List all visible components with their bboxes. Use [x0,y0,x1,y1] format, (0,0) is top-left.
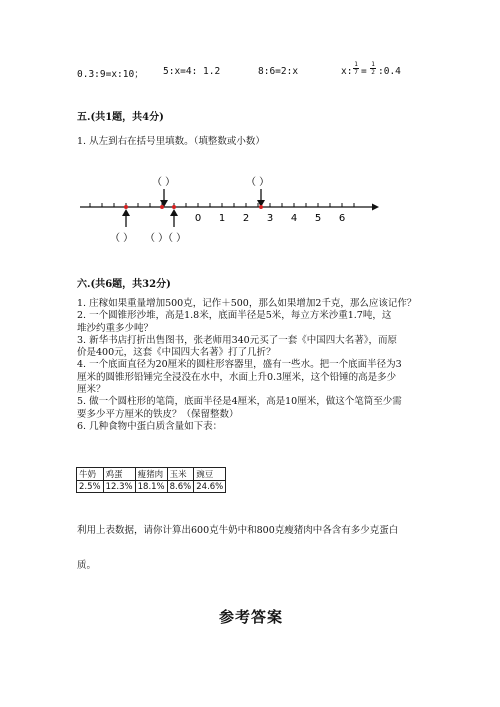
s6-q2-line2: 堆沙约重多少吨？ [77,322,154,334]
s6-q3-line1: 3. 新华书店打折出售图书，张老师用340元买了一套《中国四大名著》，而原 [77,334,397,346]
blank-top-2: （ ） [246,177,270,188]
marker-point [172,205,176,209]
tick-label: 3 [266,213,274,224]
blank-top-1: （ ） [152,177,176,188]
s6-q6-prompt-line1: 利用上表数据，请你计算出600克牛奶中和800克瘦猪肉中各含有多少克蛋白 [77,525,399,536]
section-5-title: 五.(共1题，共4分) [77,112,164,123]
s6-q4-line2: 厘米的圆锥形铅锤完全浸没在水中，水面上升0.3厘米，这个铅锤的高是多少 [77,371,397,383]
s6-q6-prompt-line2: 质。 [77,560,97,571]
s5-question-1: 1. 从左到右在括号里填数。（填整数或小数） [77,136,265,147]
s6-q5-line1: 5. 做一个圆柱形的笔筒，底面半径是4厘米，高是10厘米，做这个笔筒至少需 [77,396,402,408]
tick-label: 5 [314,213,322,224]
table-header-row [77,468,226,481]
number-line-figure [70,170,390,245]
blank-bottom-3: （ ） [163,233,187,244]
section-6-questions [77,298,437,433]
marker-point [160,205,164,209]
protein-table [76,467,226,493]
axis-arrow-icon [372,204,379,211]
marker-point [124,205,128,209]
table-header-cell: 牛奶 [77,468,104,481]
s6-q1: 1. 庄稼如果重量增加500克，记作＋500，那么如果增加2千克，那么应该记作？ [77,298,417,309]
s6-q4-line1: 4. 一个底面直径为20厘米的圆柱形容器里，盛有一些水。把一个底面半径为3 [77,359,402,371]
arrow-up-icon [122,209,130,227]
ratio-eq-3: 8:6=2:x [258,66,299,77]
marker-point [259,205,263,209]
table-header-cell: 瘦猪肉 [135,468,167,481]
table-header-cell: 鸡蛋 [103,468,135,481]
fraction-1-2: 1 2 [371,61,375,76]
section-6-title: 六.(共6题，共32分) [77,279,171,290]
arrow-down-icon [160,189,168,207]
tick-label: 1 [218,213,226,224]
arrow-up-icon [170,209,178,227]
table-row [77,481,226,493]
table-cell: 2.5% [77,481,104,493]
s6-q4-line3: 厘米？ [77,384,106,396]
ratio-eq-2: 5:x=4: 1.2 [163,66,221,77]
ratio-eq-1: 0.3:9=x:10； [77,69,144,80]
table-header-cell: 玉米 [167,468,194,481]
table-cell: 24.6% [194,481,226,493]
fraction-1-7: 1 7 [354,61,358,76]
tick-label: 6 [338,213,346,224]
tick-label: 2 [242,213,250,224]
tick-label: 0 [194,213,202,224]
table-header-cell: 豌豆 [194,468,226,481]
blank-bottom-2: （ ） [145,233,169,244]
s6-q2-line1: 2. 一个圆锥形沙堆，高是1.8米，底面半径是5米，每立方米沙重1.7吨，这 [77,310,392,322]
answers-heading: 参考答案 [219,608,284,626]
blank-bottom-1: （ ） [110,233,134,244]
table-cell: 18.1% [135,481,167,493]
table-cell: 8.6% [167,481,194,493]
s6-q6: 6. 几种食物中蛋白质含量如下表： [77,420,223,432]
axis-ticks [90,203,354,207]
s6-q3-line2: 价是400元，这套《中国四大名著》打了几折？ [77,347,276,359]
tick-label: 4 [290,213,298,224]
s6-q5-line2: 要多少平方厘米的铁皮？（保留整数） [77,408,239,420]
table-cell: 12.3% [103,481,135,493]
